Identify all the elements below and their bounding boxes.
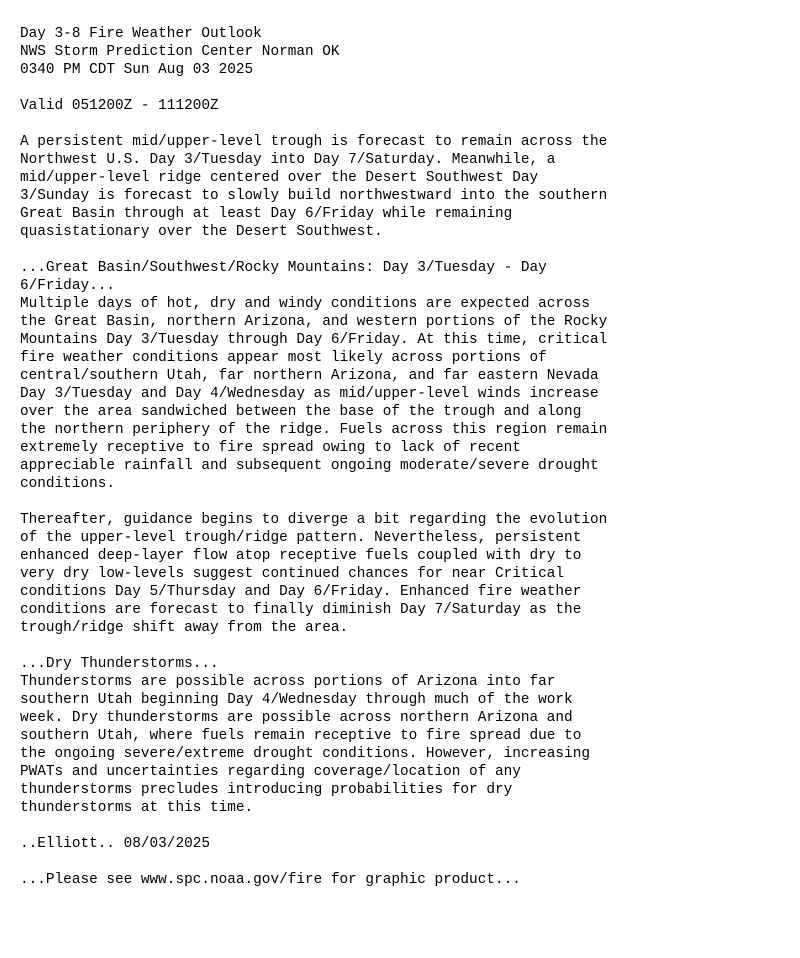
synopsis-line: quasistationary over the Desert Southwest.: [20, 224, 383, 240]
great-basin-line: the Great Basin, northern Arizona, and western portions of the Rocky: [20, 314, 608, 330]
graphic-product-note: ...Please see www.spc.noaa.gov/fire for graphic product...: [20, 872, 521, 888]
great-basin-line: the northern periphery of the ridge. Fuels across this region remain: [20, 422, 608, 438]
dry-thunderstorms-line: southern Utah beginning Day 4/Wednesday through much of the work: [20, 692, 573, 708]
great-basin-line: enhanced deep-layer flow atop receptive fuels coupled with dry to: [20, 548, 582, 564]
section-heading-dry-thunderstorms: ...Dry Thunderstorms...: [20, 656, 219, 672]
blank-line: [20, 853, 607, 871]
outlook-title: Day 3-8 Fire Weather Outlook: [20, 26, 262, 42]
section-heading-great-basin: 6/Friday...: [20, 278, 115, 294]
great-basin-line: of the upper-level trough/ridge pattern. Nevertheless, persistent: [20, 530, 582, 546]
blank-line: [20, 79, 607, 97]
great-basin-line: conditions are forecast to finally diminish Day 7/Saturday as the: [20, 602, 582, 618]
valid-period: Valid 051200Z - 111200Z: [20, 98, 219, 114]
dry-thunderstorms-line: the ongoing severe/extreme drought conditions. However, increasing: [20, 746, 590, 762]
dry-thunderstorms-line: PWATs and uncertainties regarding coverage/location of any: [20, 764, 521, 780]
great-basin-line: Mountains Day 3/Tuesday through Day 6/Friday. At this time, critical: [20, 332, 608, 348]
blank-line: [20, 817, 607, 835]
great-basin-line: central/southern Utah, far northern Arizona, and far eastern Nevada: [20, 368, 599, 384]
synopsis-line: Great Basin through at least Day 6/Friday while remaining: [20, 206, 513, 222]
synopsis-line: mid/upper-level ridge centered over the Desert Southwest Day: [20, 170, 539, 186]
great-basin-line: appreciable rainfall and subsequent ongoing moderate/severe drought: [20, 458, 599, 474]
great-basin-line: fire weather conditions appear most likely across portions of: [20, 350, 547, 366]
dry-thunderstorms-line: thunderstorms at this time.: [20, 800, 254, 816]
issuing-office: NWS Storm Prediction Center Norman OK: [20, 44, 340, 60]
great-basin-line: over the area sandwiched between the base of the trough and along: [20, 404, 582, 420]
great-basin-line: Thereafter, guidance begins to diverge a bit regarding the evolution: [20, 512, 608, 528]
synopsis-line: A persistent mid/upper-level trough is forecast to remain across the: [20, 134, 608, 150]
issue-time: 0340 PM CDT Sun Aug 03 2025: [20, 62, 254, 78]
dry-thunderstorms-line: week. Dry thunderstorms are possible across northern Arizona and: [20, 710, 573, 726]
great-basin-line: Day 3/Tuesday and Day 4/Wednesday as mid/upper-level winds increase: [20, 386, 599, 402]
forecaster-signature: ..Elliott.. 08/03/2025: [20, 836, 210, 852]
synopsis-line: Northwest U.S. Day 3/Tuesday into Day 7/Saturday. Meanwhile, a: [20, 152, 556, 168]
great-basin-line: conditions.: [20, 476, 115, 492]
great-basin-line: conditions Day 5/Thursday and Day 6/Friday. Enhanced fire weather: [20, 584, 582, 600]
great-basin-line: trough/ridge shift away from the area.: [20, 620, 349, 636]
blank-line: [20, 637, 607, 655]
dry-thunderstorms-line: southern Utah, where fuels remain receptive to fire spread due to: [20, 728, 582, 744]
synopsis-line: 3/Sunday is forecast to slowly build northwestward into the southern: [20, 188, 608, 204]
dry-thunderstorms-line: thunderstorms precludes introducing probabilities for dry: [20, 782, 513, 798]
great-basin-line: Multiple days of hot, dry and windy conditions are expected across: [20, 296, 590, 312]
great-basin-line: very dry low-levels suggest continued chances for near Critical: [20, 566, 565, 582]
blank-line: [20, 115, 607, 133]
outlook-bulletin: [20, 25, 607, 889]
dry-thunderstorms-line: Thunderstorms are possible across portions of Arizona into far: [20, 674, 556, 690]
section-heading-great-basin: ...Great Basin/Southwest/Rocky Mountains: Day 3/Tuesday - Day: [20, 260, 547, 276]
blank-line: [20, 241, 607, 259]
great-basin-line: extremely receptive to fire spread owing to lack of recent: [20, 440, 521, 456]
blank-line: [20, 493, 607, 511]
